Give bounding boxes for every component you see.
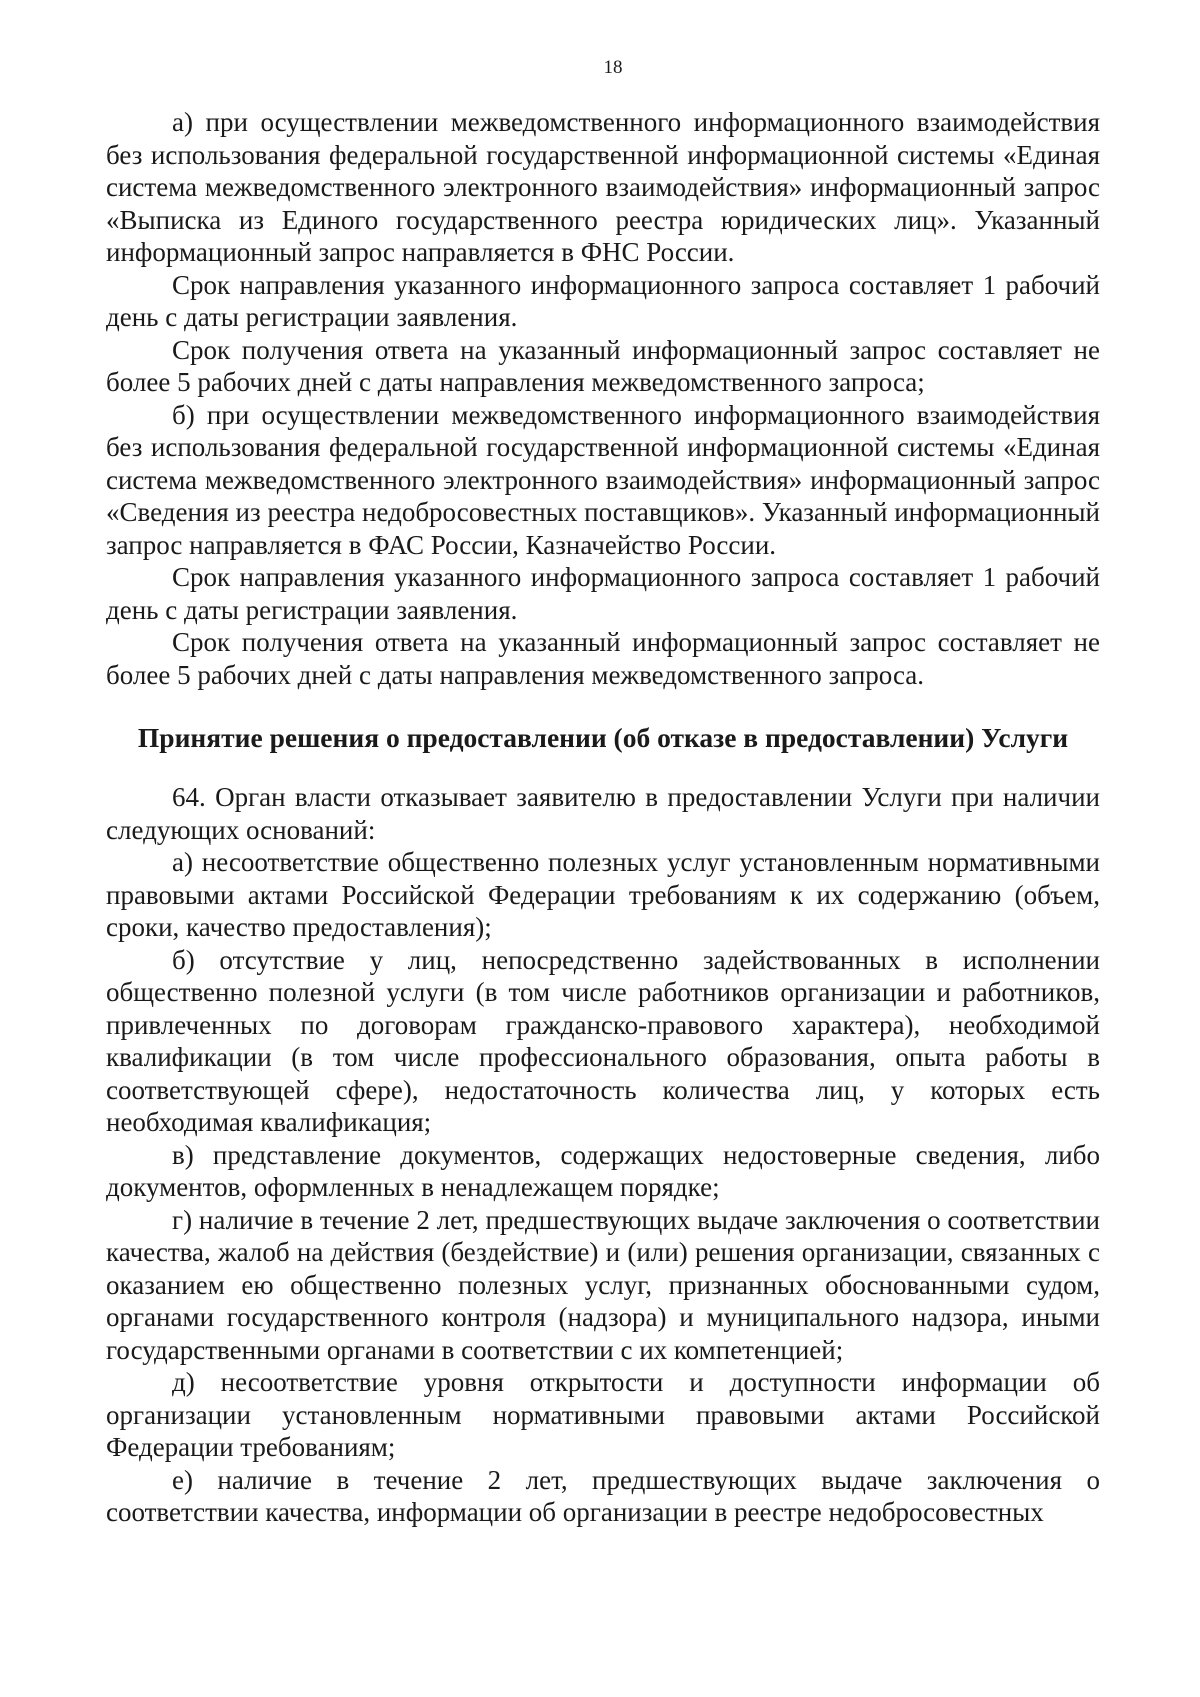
paragraph-request-send-deadline-2: Срок направления указанного информационного запроса составляет 1 рабочий день с даты регистрации заявления. (106, 562, 1100, 625)
document-page (106, 56, 1100, 1529)
paragraph-ground-b: б) отсутствие у лиц, непосредственно задействованных в исполнении общественно полезной услуги (в том числе работников организации и работников, привлеченных по договорам гражданско-правового характера), необходимой квалификации (в том числе профессионального образования, опыта работы в соответствующей сфере), недостаточность количества лиц, у которых есть необходимая квалификация; (106, 944, 1100, 1137)
paragraph-a-egrul-request: а) при осуществлении межведомственного информационного взаимодействия без использования федеральной государственной информационной системы «Единая система межведомственного электронного взаимодействия» информационный запрос «Выписка из Единого государственного реестра юридических лиц». Указанный информационный запрос направляется в ФНС России. (106, 107, 1100, 267)
paragraph-ground-e: е) наличие в течение 2 лет, предшествующих выдаче заключения о соответствии качества, информации об организации в реестре недобросовестных (106, 1464, 1100, 1527)
paragraph-response-deadline: Срок получения ответа на указанный информационный запрос составляет не более 5 рабочих дней с даты направления межведомственного запроса; (106, 334, 1100, 397)
paragraph-ground-d: д) несоответствие уровня открытости и доступности информации об организации установленным нормативными правовыми актами Российской Федерации требованиям; (106, 1367, 1100, 1462)
paragraph-request-send-deadline: Срок направления указанного информационного запроса составляет 1 рабочий день с даты регистрации заявления. (106, 269, 1100, 332)
paragraph-b-rnp-request: б) при осуществлении межведомственного информационного взаимодействия без использования федеральной государственной информационной системы «Единая система межведомственного электронного взаимодействия» информационный запрос «Сведения из реестра недобросовестных поставщиков». Указанный информационный запрос направляется в ФАС России, Казначейство России. (106, 399, 1100, 560)
paragraph-ground-v: в) представление документов, содержащих недостоверные сведения, либо документов, оформленных в ненадлежащем порядке; (106, 1139, 1100, 1202)
section-heading: Принятие решения о предоставлении (об отказе в предоставлении) Услуги (137, 722, 1069, 753)
paragraph-response-deadline-2: Срок получения ответа на указанный информационный запрос составляет не более 5 рабочих дней с даты направления межведомственного запроса. (106, 627, 1100, 690)
paragraph-ground-g: г) наличие в течение 2 лет, предшествующих выдаче заключения о соответствии качества, жалоб на действия (бездействие) и (или) решения организации, связанных с оказанием ею общественно полезных услуг, признанных обоснованными судом, органами государственного контроля (надзора) и муниципального надзора, иными государственными органами в соответствии с их компетенцией; (106, 1204, 1100, 1365)
paragraph-ground-a: а) несоответствие общественно полезных услуг установленным нормативными правовыми актами Российской Федерации требованиям к их содержанию (объем, сроки, качество предоставления); (106, 847, 1100, 942)
paragraph-64-grounds: 64. Орган власти отказывает заявителю в предоставлении Услуги при наличии следующих оснований: (106, 782, 1100, 845)
page-number: 18 (603, 57, 623, 78)
